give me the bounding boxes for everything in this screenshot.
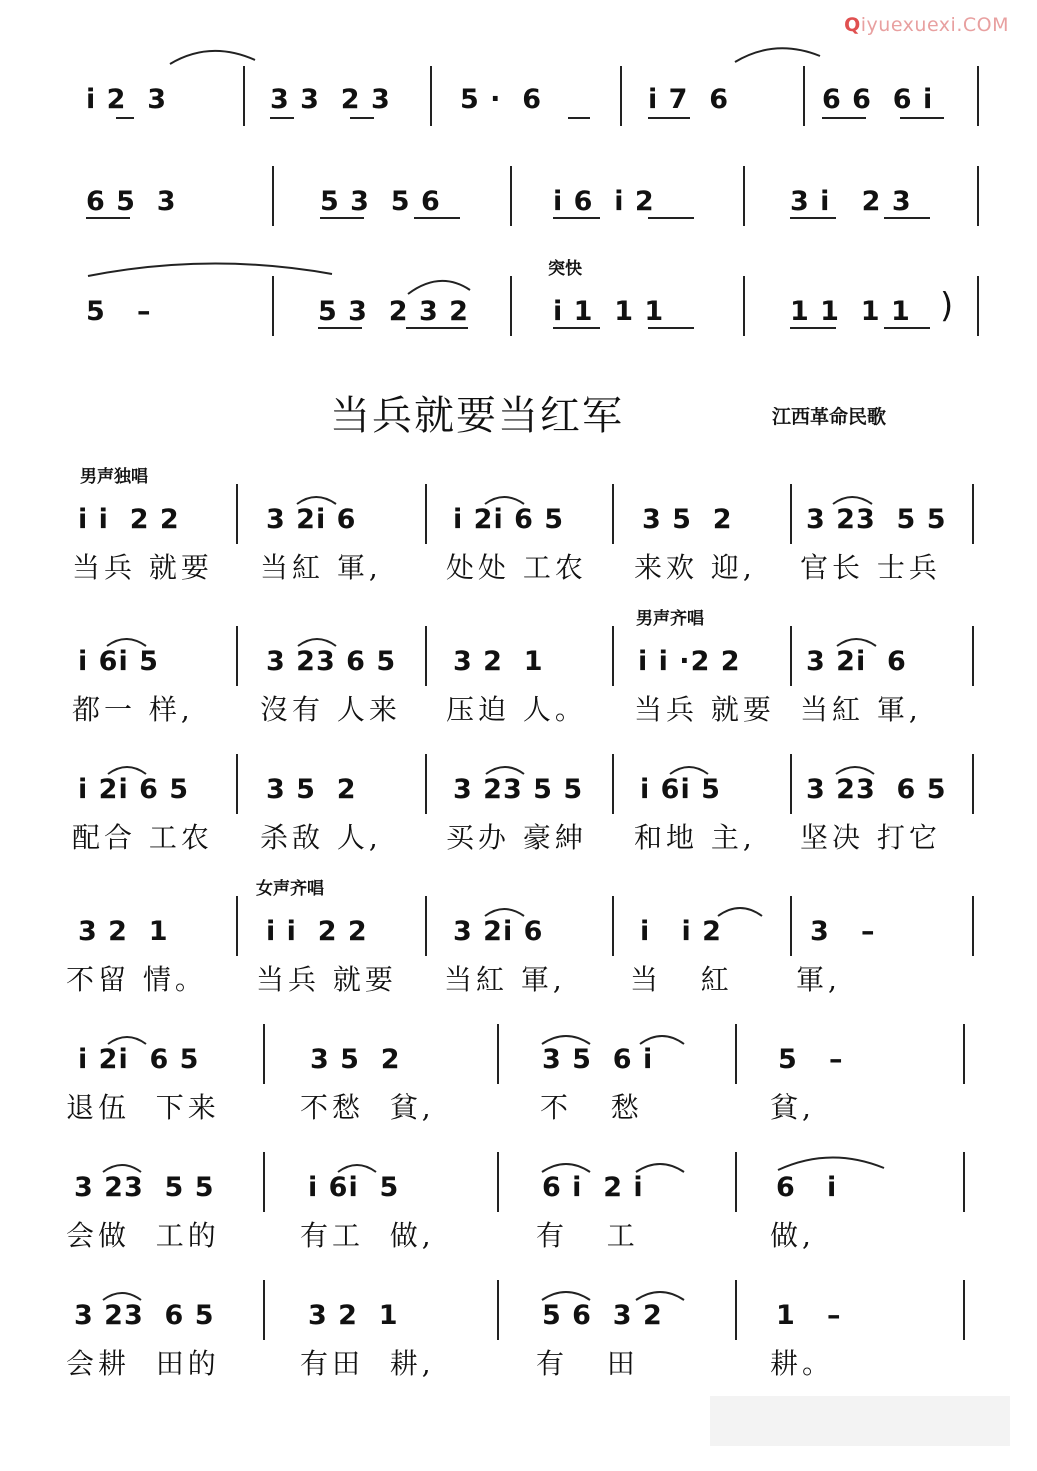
barline xyxy=(497,1280,499,1340)
slur xyxy=(297,497,336,504)
song-measure: 5 6 3 2 xyxy=(542,1300,663,1331)
intro-measure: 6 5 3 xyxy=(86,186,177,217)
lyric-phrase: 不留 情。 xyxy=(66,963,207,996)
song-measure: i 2i 6 5 xyxy=(78,774,190,805)
lyric-phrase: 处处 工农 xyxy=(446,551,587,584)
barline xyxy=(612,484,614,544)
closing-parenthesis: ) xyxy=(940,286,954,326)
song-measure: 3 2 1 xyxy=(308,1300,399,1331)
song-measure: 3 2i 6 xyxy=(453,916,544,947)
slur xyxy=(640,1036,684,1044)
lyric-phrase: 貧, xyxy=(770,1091,815,1124)
song-measure: 6 i 2 i xyxy=(542,1172,644,1203)
barline xyxy=(510,166,512,226)
barline xyxy=(977,66,979,126)
slur xyxy=(833,497,872,504)
barline xyxy=(497,1152,499,1212)
barline xyxy=(977,166,979,226)
lyric-phrase: 压迫 人。 xyxy=(446,693,587,726)
lyric-phrase: 沒有 人来 xyxy=(260,693,401,726)
lyric-phrase: 当紅 軍, xyxy=(444,963,566,996)
slur xyxy=(542,1036,590,1044)
song-measure: 3 5 2 xyxy=(266,774,357,805)
intro-measure: 5 3 5 6 xyxy=(320,186,441,217)
barline xyxy=(612,754,614,814)
song-measure: i i 2 2 xyxy=(266,916,368,947)
section-female-chorus: 女声齐唱 xyxy=(256,879,324,899)
intro-measure: i 7 6 xyxy=(648,84,730,115)
slur xyxy=(778,1157,884,1170)
barline xyxy=(263,1280,265,1340)
barline xyxy=(263,1024,265,1084)
lyric-phrase: 退伍 下来 xyxy=(66,1091,220,1124)
barline xyxy=(425,626,427,686)
barline xyxy=(972,754,974,814)
lyric-phrase: 軍, xyxy=(796,963,841,996)
lyric-phrase: 杀敌 人, xyxy=(260,821,382,854)
song-measure: 6 i xyxy=(776,1172,838,1203)
slur xyxy=(636,1164,684,1172)
lyric-phrase: 来欢 迎, xyxy=(634,551,756,584)
barline xyxy=(425,484,427,544)
song-measure: 3 2i 6 xyxy=(806,646,907,677)
song-measure: 3 2i 6 xyxy=(266,504,357,535)
lyric-phrase: 会耕 田的 xyxy=(66,1347,220,1380)
site-watermark: Qiyuexuexi.COM xyxy=(844,14,1009,36)
song-measure: 3 23 5 5 xyxy=(806,504,947,535)
song-measure: i i 2 xyxy=(640,916,722,947)
slur xyxy=(670,767,708,774)
song-measure: i 6i 5 xyxy=(78,646,159,677)
song-measure: 3 23 6 5 xyxy=(74,1300,215,1331)
song-measure: 3 23 6 5 xyxy=(266,646,397,677)
barline xyxy=(743,166,745,226)
slur xyxy=(408,281,470,294)
slur xyxy=(718,908,762,916)
intro-measure: 5 – xyxy=(86,296,152,327)
lyric-phrase: 有 田 xyxy=(536,1347,639,1380)
barline xyxy=(790,896,792,956)
song-measure: i i ·2 2 xyxy=(638,646,741,677)
barline xyxy=(963,1152,965,1212)
lyric-phrase: 有工 做, xyxy=(300,1219,435,1252)
song-measure: 3 – xyxy=(810,916,876,947)
slur xyxy=(837,639,876,646)
song-measure: 3 5 6 i xyxy=(542,1044,654,1075)
song-measure: 3 23 5 5 xyxy=(74,1172,215,1203)
slur xyxy=(542,1292,590,1300)
barline xyxy=(735,1280,737,1340)
slur xyxy=(735,48,820,62)
slur xyxy=(88,263,332,276)
song-measure: i 6i 5 xyxy=(640,774,721,805)
intro-measure: 5 · 6 xyxy=(460,84,543,115)
lyric-phrase: 当紅 軍, xyxy=(260,551,382,584)
barline xyxy=(425,896,427,956)
slur xyxy=(542,1164,590,1172)
section-male-solo: 男声独唱 xyxy=(80,467,148,487)
barline xyxy=(236,754,238,814)
song-measure: 3 23 6 5 xyxy=(806,774,947,805)
barline xyxy=(430,66,432,126)
slur xyxy=(103,1293,141,1300)
lyric-phrase: 有田 耕, xyxy=(300,1347,435,1380)
song-source: 江西革命民歌 xyxy=(772,406,887,428)
intro-measure: i 1 1 1 xyxy=(553,296,665,327)
slur xyxy=(108,1037,146,1044)
slur xyxy=(170,51,255,64)
song-title: 当兵就要当红军 xyxy=(330,393,624,439)
intro-measure: 1 1 1 1 xyxy=(790,296,911,327)
barline xyxy=(612,896,614,956)
song-measure: 3 5 2 xyxy=(310,1044,401,1075)
barline xyxy=(790,484,792,544)
lyric-phrase: 耕。 xyxy=(770,1347,835,1380)
lyric-phrase: 做, xyxy=(770,1219,815,1252)
lyric-phrase: 当兵 就要 xyxy=(634,693,775,726)
lyric-phrase: 和地 主, xyxy=(634,821,756,854)
slur xyxy=(108,767,146,774)
intro-measure: 6 6 6 i xyxy=(822,84,934,115)
slur xyxy=(486,767,524,774)
slur xyxy=(485,497,524,504)
section-male-chorus: 男声齐唱 xyxy=(636,609,704,629)
lyric-phrase: 当紅 軍, xyxy=(800,693,922,726)
barline xyxy=(243,66,245,126)
slur xyxy=(107,639,146,646)
intro-measure: i 6 i 2 xyxy=(553,186,655,217)
barline xyxy=(963,1280,965,1340)
barline xyxy=(790,626,792,686)
intro-measure: 3 3 2 3 xyxy=(270,84,391,115)
lyric-phrase: 当兵 就要 xyxy=(72,551,213,584)
song-measure: 3 5 2 xyxy=(642,504,733,535)
barline xyxy=(803,66,805,126)
barline xyxy=(735,1024,737,1084)
barline xyxy=(620,66,622,126)
barline xyxy=(236,896,238,956)
lyric-phrase: 配合 工农 xyxy=(72,821,213,854)
barline xyxy=(972,626,974,686)
lyric-phrase: 都一 样, xyxy=(72,693,194,726)
barline xyxy=(263,1152,265,1212)
song-measure: 1 – xyxy=(776,1300,842,1331)
lyric-phrase: 会做 工的 xyxy=(66,1219,220,1252)
slur xyxy=(298,639,336,646)
lyric-phrase: 有 工 xyxy=(536,1219,639,1252)
lyric-phrase: 不 愁 xyxy=(540,1091,643,1124)
slur xyxy=(103,1165,141,1172)
lyric-phrase: 买办 豪紳 xyxy=(446,821,587,854)
barline xyxy=(972,896,974,956)
barline xyxy=(963,1024,965,1084)
barline xyxy=(977,276,979,336)
barline xyxy=(236,484,238,544)
lyric-phrase: 当 紅 xyxy=(630,963,733,996)
song-measure: 3 23 5 5 xyxy=(453,774,584,805)
barline xyxy=(272,166,274,226)
song-measure: i 2i 6 5 xyxy=(453,504,565,535)
slur xyxy=(338,1165,376,1172)
slur xyxy=(636,1292,684,1300)
barline xyxy=(790,754,792,814)
song-measure: i i 2 2 xyxy=(78,504,180,535)
intro-measure: 5 3 2 3 2 xyxy=(318,296,469,327)
barline xyxy=(272,276,274,336)
barline xyxy=(735,1152,737,1212)
intro-measure: i 2 3 xyxy=(86,84,168,115)
barline xyxy=(425,754,427,814)
scan-artifact xyxy=(710,1396,1010,1446)
song-measure: 3 2 1 xyxy=(78,916,169,947)
barline xyxy=(743,276,745,336)
tempo-mark: 突快 xyxy=(548,259,582,279)
lyric-phrase: 官长 士兵 xyxy=(800,551,941,584)
slur xyxy=(485,909,524,916)
barline xyxy=(612,626,614,686)
barline xyxy=(236,626,238,686)
song-measure: i 2i 6 5 xyxy=(78,1044,200,1075)
lyric-phrase: 不愁 貧, xyxy=(300,1091,435,1124)
intro-measure: 3 i 2 3 xyxy=(790,186,912,217)
lyric-phrase: 坚决 打它 xyxy=(800,821,941,854)
lyric-phrase: 当兵 就要 xyxy=(256,963,397,996)
slur xyxy=(836,767,874,774)
song-measure: 3 2 1 xyxy=(453,646,544,677)
song-measure: i 6i 5 xyxy=(308,1172,400,1203)
barline xyxy=(497,1024,499,1084)
song-measure: 5 – xyxy=(778,1044,844,1075)
barline xyxy=(972,484,974,544)
barline xyxy=(510,276,512,336)
